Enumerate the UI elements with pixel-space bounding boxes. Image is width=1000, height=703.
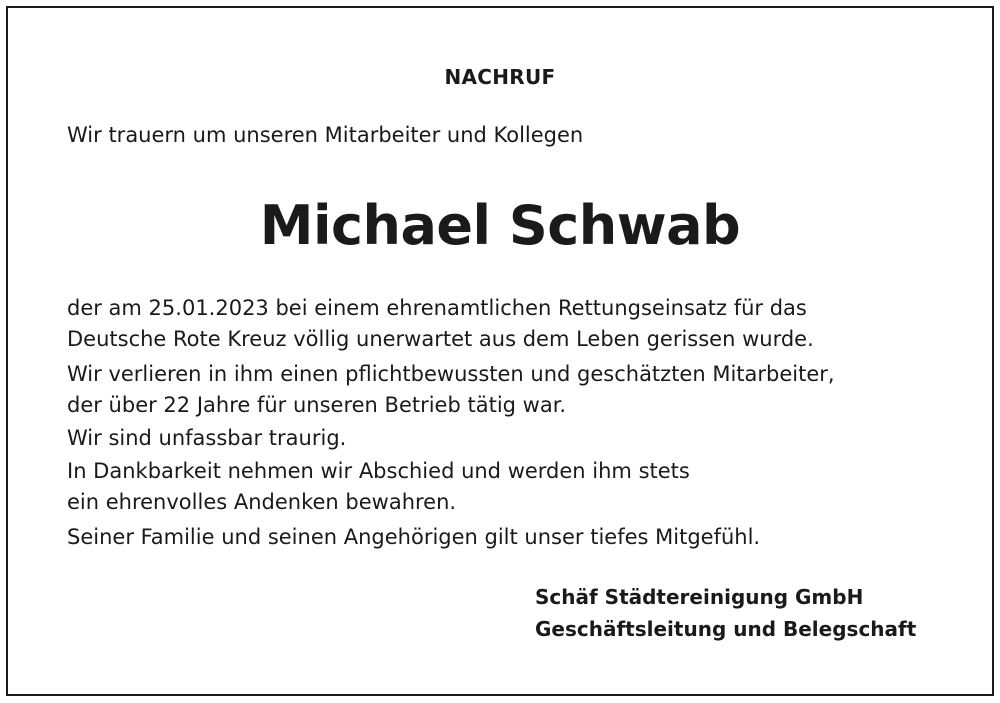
notice-heading: NACHRUF: [444, 65, 556, 89]
deceased-name: Michael Schwab: [259, 194, 741, 257]
paragraph-grief: [67, 423, 346, 454]
paragraph-gratitude: [67, 456, 690, 518]
text-line: der am 25.01.2023 bei einem ehrenamtlichen Rettungseinsatz für das: [67, 296, 807, 320]
paragraph-circumstances: [67, 293, 814, 355]
signature-company: Schäf Städtereinigung GmbH: [535, 585, 864, 609]
text-line: ein ehrenvolles Andenken bewahren.: [67, 490, 457, 514]
text-line: Wir sind unfassbar traurig.: [67, 426, 347, 450]
text-line: Wir verlieren in ihm einen pflichtbewussten und geschätzten Mitarbeiter,: [67, 362, 835, 386]
text-line: In Dankbarkeit nehmen wir Abschied und werden ihm stets: [67, 459, 690, 483]
text-line: der über 22 Jahre für unseren Betrieb tätig war.: [67, 393, 567, 417]
paragraph-condolence: [67, 522, 760, 553]
paragraph-tribute: [67, 359, 835, 421]
text-line: Seiner Familie und seinen Angehörigen gilt unser tiefes Mitgefühl.: [67, 525, 761, 549]
text-line: Deutsche Rote Kreuz völlig unerwartet aus dem Leben gerissen wurde.: [67, 327, 814, 351]
signature-group: Geschäftsleitung und Belegschaft: [535, 617, 917, 641]
intro-line: Wir trauern um unseren Mitarbeiter und Kollegen: [67, 123, 584, 147]
